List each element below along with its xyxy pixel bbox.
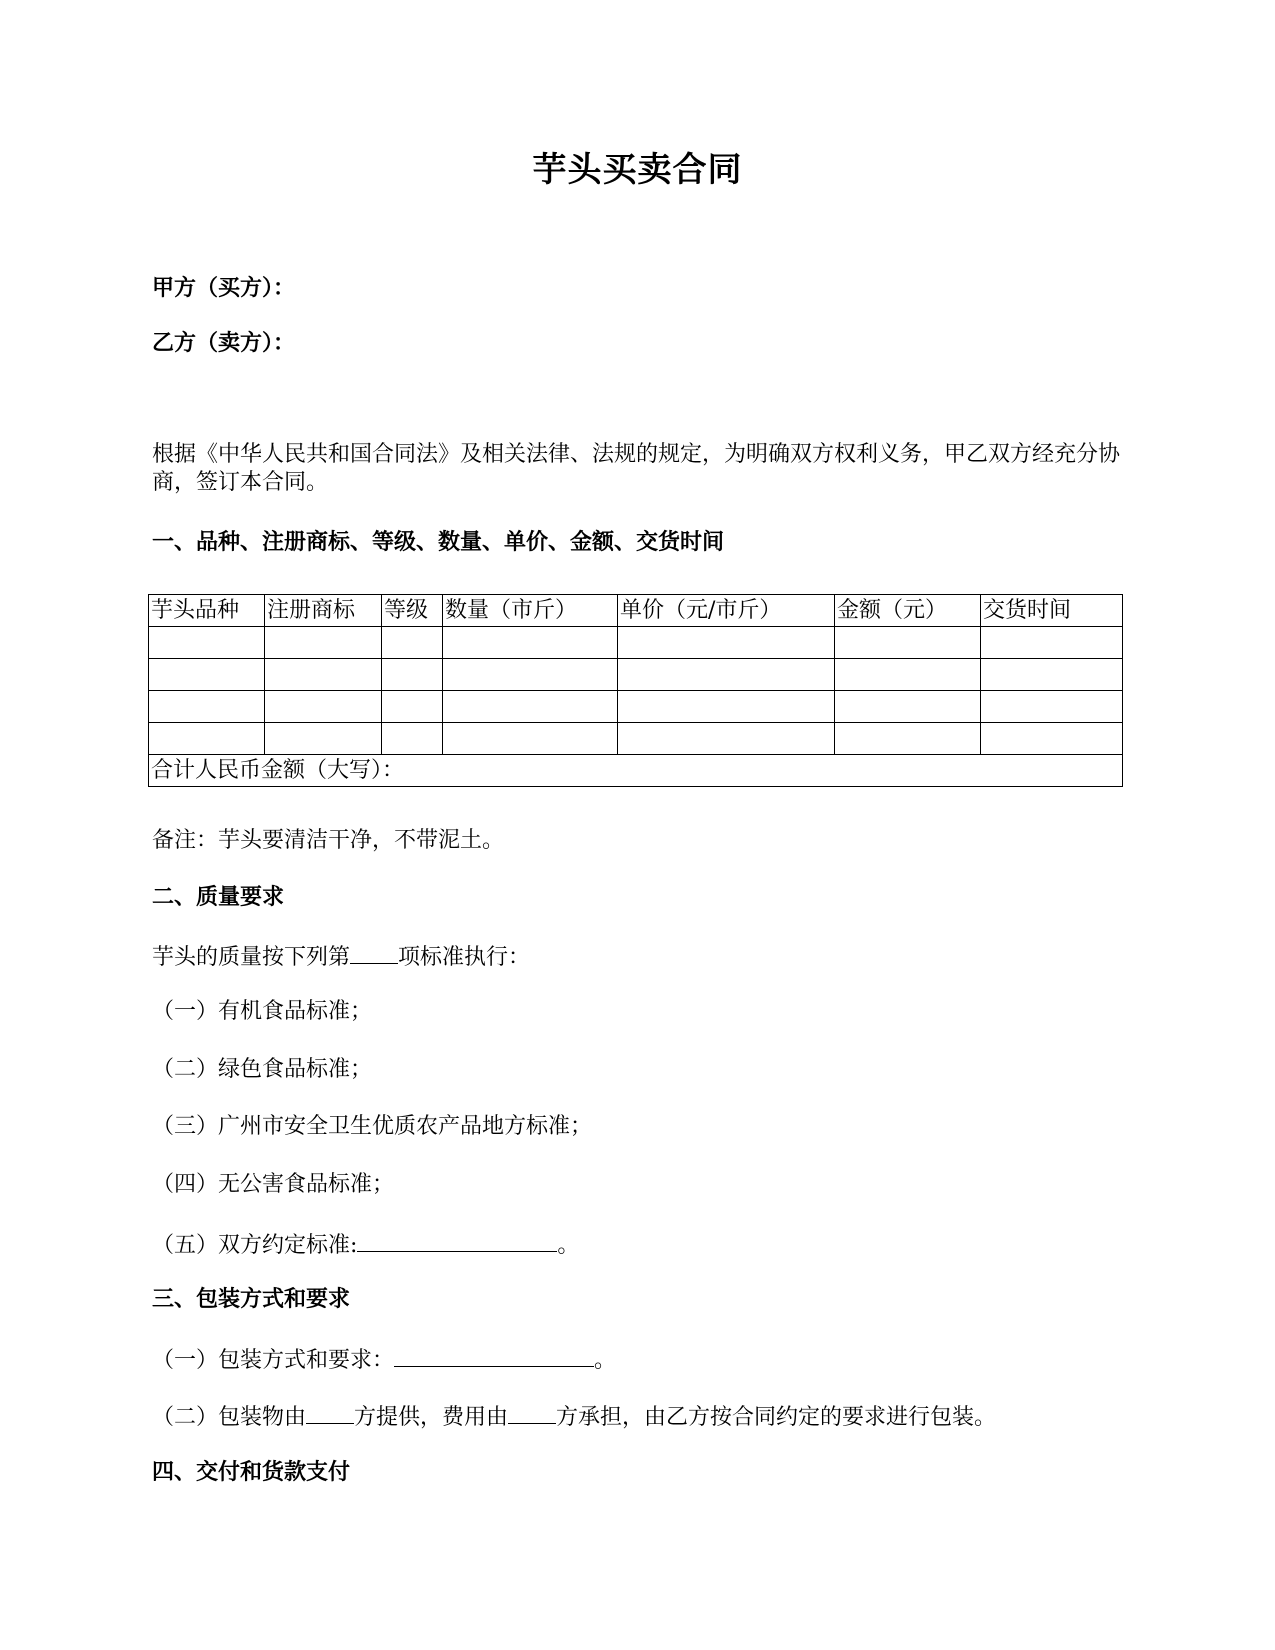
table-header-row (149, 595, 1123, 627)
table-cell (835, 723, 981, 755)
table-cell (382, 691, 443, 723)
table-cell (618, 627, 835, 659)
table-cell (265, 691, 382, 723)
quality-item-5-end: 。 (557, 1233, 580, 1258)
section3-heading: 三、包装方式和要求 (152, 1287, 351, 1312)
table-cell (382, 627, 443, 659)
standard-number-blank (350, 941, 398, 964)
table-header-cell: 等级 (382, 595, 443, 627)
quality-item-1: （一）有机食品标准； (152, 999, 373, 1024)
packaging-method-blank (394, 1344, 594, 1367)
remark-note: 备注：芋头要清洁干净，不带泥土。 (152, 828, 505, 853)
table-row (149, 627, 1123, 659)
table-cell (443, 691, 618, 723)
packaging-cost-blank (508, 1401, 556, 1424)
party-a-label: 甲方（买方）： (152, 276, 296, 301)
table-header-cell: 芋头品种 (149, 595, 265, 627)
packaging-item-2-part3: 方承担，由乙方按合同约定的要求进行包装。 (556, 1405, 997, 1430)
section1-heading: 一、品种、注册商标、等级、数量、单价、金额、交货时间 (152, 530, 725, 555)
packaging-item-2-part1: （二）包装物由 (152, 1405, 307, 1430)
table-cell (981, 691, 1123, 723)
packaging-item-1-end: 。 (594, 1348, 617, 1373)
quality-item-4: （四）无公害食品标准； (152, 1172, 395, 1197)
packaging-item-2-part2: 方提供，费用由 (354, 1405, 509, 1430)
agreed-standard-blank (357, 1229, 557, 1252)
section4-heading: 四、交付和货款支付 (152, 1460, 351, 1485)
table-cell (835, 627, 981, 659)
total-amount-label: 合计人民币金额（大写）： (149, 755, 1123, 787)
table-header-cell: 单价（元/市斤） (618, 595, 835, 627)
quality-item-3: （三）广州市安全卫生优质农产品地方标准； (152, 1114, 593, 1139)
document-title: 芋头买卖合同 (532, 150, 743, 190)
table-cell (981, 723, 1123, 755)
table-cell (382, 659, 443, 691)
quality-statement (152, 941, 530, 972)
table-cell (382, 723, 443, 755)
table-cell (835, 659, 981, 691)
table-header-cell: 数量（市斤） (443, 595, 618, 627)
table-cell (443, 627, 618, 659)
table-cell (618, 691, 835, 723)
table-cell (835, 691, 981, 723)
table-header-cell: 金额（元） (835, 595, 981, 627)
table-cell (149, 723, 265, 755)
table-cell (443, 723, 618, 755)
quality-item-5 (152, 1229, 579, 1260)
table-cell (149, 627, 265, 659)
table-total-row (149, 755, 1123, 787)
table-cell (265, 627, 382, 659)
quality-item-5-label: （五）双方约定标准: (152, 1233, 358, 1258)
party-b-label: 乙方（卖方）： (152, 331, 296, 356)
table-cell (981, 627, 1123, 659)
table-row (149, 659, 1123, 691)
quality-statement-after: 项标准执行： (398, 945, 531, 970)
section2-heading: 二、质量要求 (152, 885, 285, 910)
goods-table (148, 594, 1123, 787)
table-cell (265, 659, 382, 691)
table-header-cell: 交货时间 (981, 595, 1123, 627)
table-cell (618, 723, 835, 755)
table-cell (981, 659, 1123, 691)
quality-item-2: （二）绿色食品标准； (152, 1057, 373, 1082)
table-cell (149, 659, 265, 691)
table-row (149, 723, 1123, 755)
packaging-item-1-label: （一）包装方式和要求： (152, 1348, 395, 1373)
table-cell (265, 723, 382, 755)
intro-paragraph: 根据《中华人民共和国合同法》及相关法律、法规的规定，为明确双方权利义务，甲乙双方经充分协商，签订本合同。 (152, 442, 1121, 495)
packaging-provider-blank (306, 1401, 354, 1424)
table-row (149, 691, 1123, 723)
packaging-item-2 (152, 1401, 996, 1432)
packaging-item-1 (152, 1344, 616, 1375)
table-header-cell: 注册商标 (265, 595, 382, 627)
table-cell (618, 659, 835, 691)
table-cell (443, 659, 618, 691)
table-cell (149, 691, 265, 723)
quality-statement-before: 芋头的质量按下列第 (152, 945, 351, 970)
